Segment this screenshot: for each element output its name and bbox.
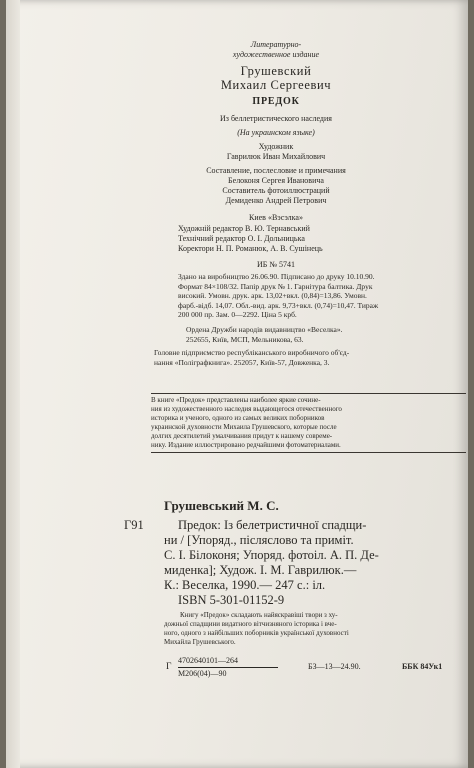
index-numerator: 4702640101—264 xyxy=(178,656,278,668)
catalog-line: миденка]; Худож. І. М. Гаврилюк.— xyxy=(164,563,357,577)
publisher-line: 252655, Київ, МСП, Мельникова, 63. xyxy=(186,334,304,344)
bz-code: БЗ—13—24.90. xyxy=(308,662,361,671)
book-page xyxy=(6,0,468,768)
ib-number: ИБ № 5741 xyxy=(256,260,295,269)
catalog-line: ни / [Упоряд., післяслово та приміт. xyxy=(164,533,354,547)
language-note: (На украинском языке) xyxy=(237,128,315,137)
print-detail-line: фарб.-відб. 14,07. Обл.-вид. арк. 9,73+вкл. (0,74)=10,47. Тираж xyxy=(178,300,379,310)
photo-label: Составитель фотоиллюстраций xyxy=(222,186,330,195)
book-title: ПРЕДОК xyxy=(252,96,300,107)
printer-line: нання «Поліграфкнига». 252057, Київ-57, Довженка, 3. xyxy=(154,357,330,367)
annotation-line: ния из художественного наследия выдающегося отечественного xyxy=(151,405,342,413)
author-name xyxy=(156,64,396,92)
index-denominator: М206(04)—90 xyxy=(178,669,227,678)
summary-line: дожньої спадщини видатного вітчизняного історика і вче- xyxy=(164,620,337,628)
photo-name: Демиденко Андрей Петрович xyxy=(225,196,327,205)
catalog-heading: Грушевський М. С. xyxy=(164,498,279,513)
annotation-line: нику. Издание иллюстрировано редчайшими фотоматериалами. xyxy=(151,441,341,449)
bbk-code: ББК 84Ук1 xyxy=(402,662,443,671)
publisher-address xyxy=(186,325,461,344)
index-prefix: Г xyxy=(166,662,172,672)
author-given-names: Михаил Сергеевич xyxy=(220,78,332,92)
print-details xyxy=(178,272,463,320)
composition-label: Составление, послесловие и примечания xyxy=(206,166,346,175)
isbn: ISBN 5-301-01152-9 xyxy=(178,593,285,607)
printer-line: Головне підприємство республіканського виробничого об'єд- xyxy=(154,348,350,357)
artist-label: Художник xyxy=(258,142,294,151)
catalog-summary xyxy=(164,611,468,647)
annotation-line: В книге «Предок» представлены наиболее яркие сочине- xyxy=(151,396,321,404)
catalog-line: К.: Веселка, 1990.— 247 с.: іл. xyxy=(164,578,326,592)
catalog-line: С. І. Білоконя; Упоряд. фотоіл. А. П. Де- xyxy=(164,548,379,562)
catalog-line: Предок: Із белетристичної спадщи- xyxy=(178,518,367,532)
printer-address xyxy=(154,348,464,367)
publisher-line: Ордена Дружби народів видавництво «Веселка». xyxy=(186,325,343,334)
catalog-code: Г91 xyxy=(124,518,144,532)
page-edge xyxy=(6,0,20,768)
print-detail-line: Здано на виробництво 26.06.90. Підписано до друку 10.10.90. xyxy=(178,272,375,281)
staff-line: Коректори Н. П. Романюк, А. В. Сушінець xyxy=(178,244,323,253)
composition-name: Белоконя Сергея Ивановича xyxy=(228,176,324,185)
catalog-entry xyxy=(164,518,468,608)
author-surname: Грушевский xyxy=(240,64,312,78)
print-detail-line: Формат 84×108/32. Папір друк № 1. Гарнітура балтика. Друк xyxy=(178,281,373,291)
staff-line: Технічний редактор О. І. Дольницька xyxy=(178,234,305,243)
staff-line: Художній редактор В. Ю. Тернавський xyxy=(178,224,310,233)
staff-list xyxy=(178,224,438,254)
series-line: художественное издание xyxy=(232,50,320,59)
series-line: Литературно- xyxy=(250,40,302,49)
print-detail-line: 200 000 пр. Зам. 0—2292. Ціна 5 крб. xyxy=(178,310,297,319)
summary-line: Михайла Грушевського. xyxy=(164,638,236,646)
city-line: Киев «Вэсэлка» xyxy=(249,213,303,222)
summary-line: ного, одного з найбільших поборників української духовності xyxy=(164,629,349,637)
print-detail-line: високий. Умовн. друк. арк. 13,02+вкл. (0,84)=13,86. Умовн. xyxy=(178,291,367,300)
summary-line: Книгу «Предок» складають найяскравіші твори з ху- xyxy=(180,611,338,619)
annotation-line: историка и ученого, одного из самых великих поборников xyxy=(151,414,325,422)
index-fraction xyxy=(178,656,278,679)
artist-name: Гаврилюк Иван Михайлович xyxy=(226,152,326,161)
annotation-line: долгих десятилетий умалчивания придут к нашему совреме- xyxy=(151,432,333,440)
title-block xyxy=(156,95,396,206)
series-label xyxy=(156,40,396,60)
book-subtitle: Из беллетристического наследия xyxy=(220,114,332,123)
annotation-line: украинской духовности Михаила Грушевского, которые после xyxy=(151,423,337,431)
annotation-box xyxy=(151,393,466,453)
city-publisher xyxy=(156,213,396,223)
